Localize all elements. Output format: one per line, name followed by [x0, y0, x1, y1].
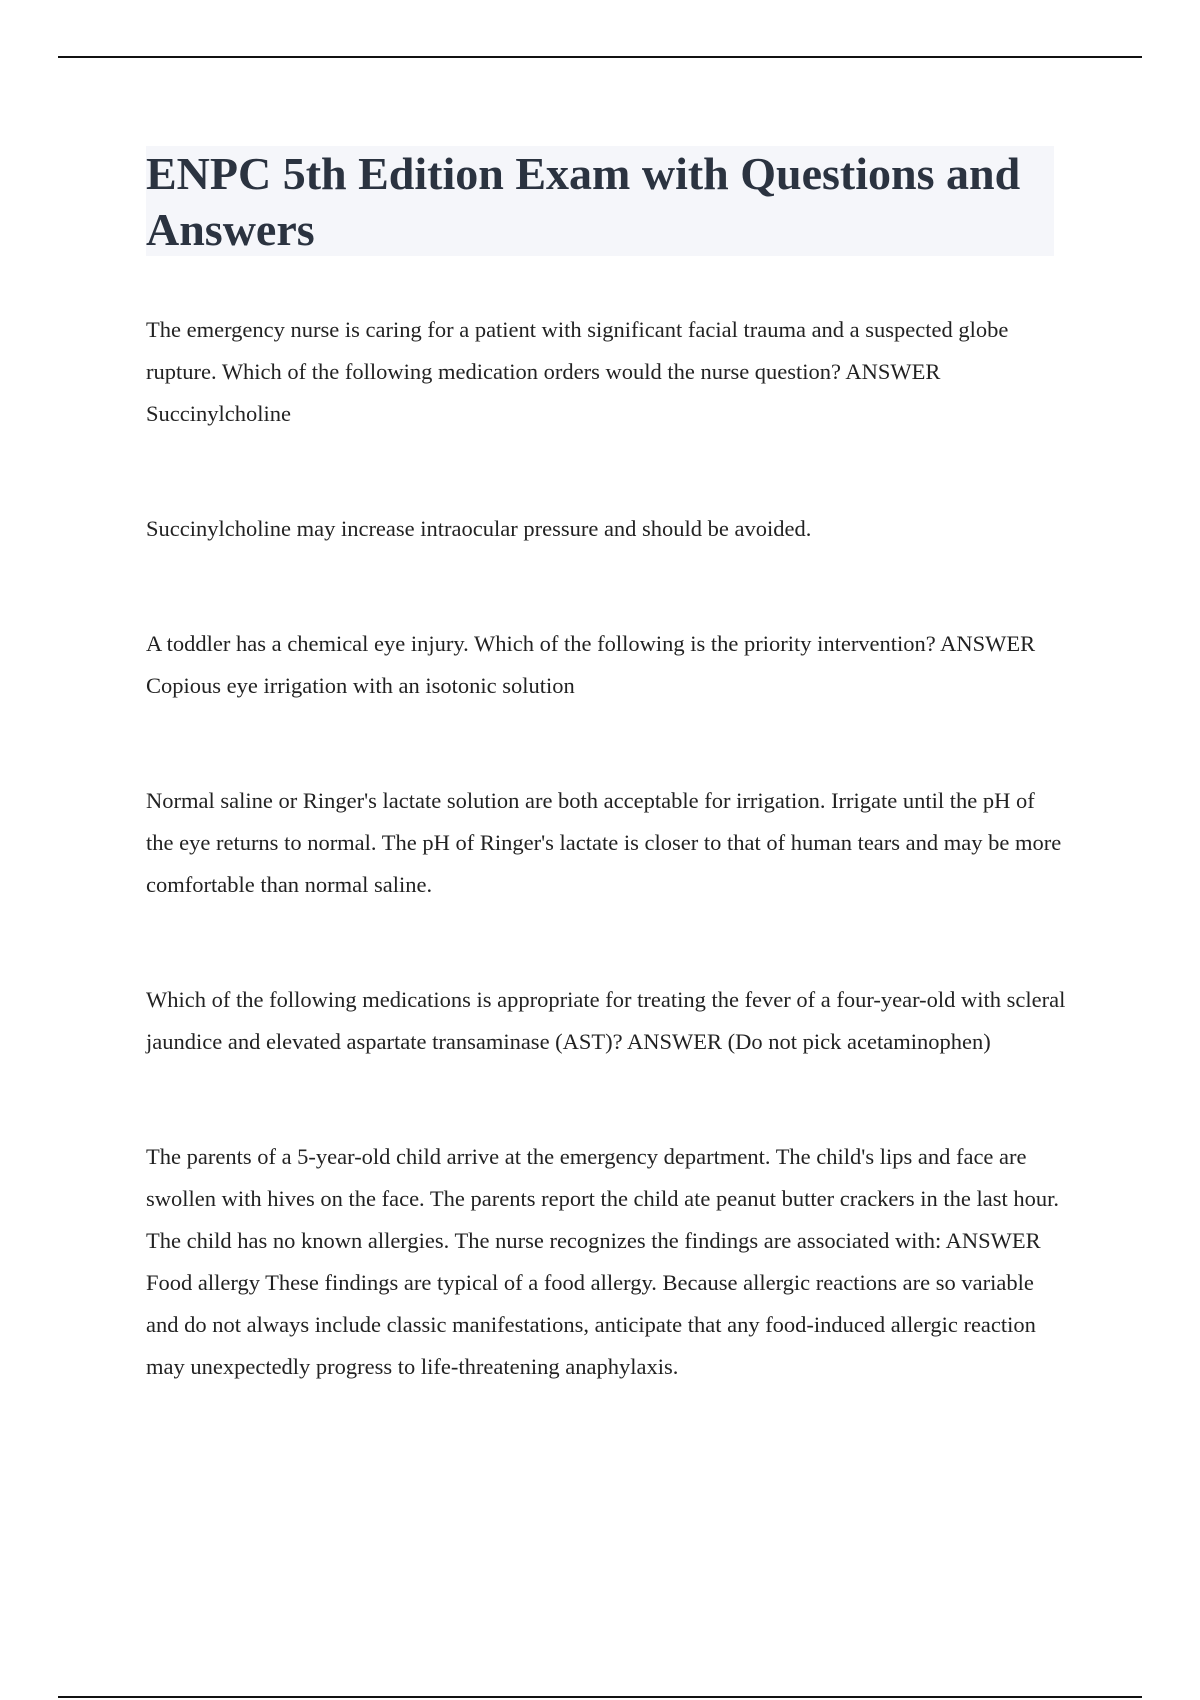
question-paragraph-4: The parents of a 5-year-old child arrive at the emergency department. The child's lips and face are swollen with hives on the face. The parents report the child ate peanut butter crackers in the last hour. The child has no known allergies. The nurse recognizes the findings are associated with: ANSWER Food allergy These findings are typical of a food allergy. Because allergic reactions are so variable and do not always include classic manifestations, anticipate that any food-induced allergic reaction may unexpectedly progress to life-threatening anaphylaxis. — [146, 1144, 1060, 1379]
footer-rule — [58, 1696, 1142, 1698]
rationale-paragraph-2: Normal saline or Ringer's lactate solution are both acceptable for irrigation. Irrigate until the pH of the eye returns to normal. The pH of Ringer's lactate is closer to that of human tears and may be more comfortable than normal saline. — [146, 788, 1062, 897]
question-paragraph-1: The emergency nurse is caring for a patient with significant facial trauma and a suspected globe rupture. Which of the following medication orders would the nurse question? ANSWER Succinylcholine — [146, 317, 1009, 426]
rationale-paragraph-1: Succinylcholine may increase intraocular pressure and should be avoided. — [146, 516, 812, 541]
page-title: ENPC 5th Edition Exam with Questions and Answers — [146, 148, 1021, 255]
document-body — [146, 309, 1066, 1388]
question-paragraph-3: Which of the following medications is appropriate for treating the fever of a four-year-old with scleral jaundice and elevated aspartate transaminase (AST)? ANSWER (Do not pick acetaminophen) — [146, 987, 1066, 1054]
question-paragraph-2: A toddler has a chemical eye injury. Which of the following is the priority intervention? ANSWER Copious eye irrigation with an isotonic solution — [146, 631, 1036, 698]
header-rule — [58, 56, 1142, 58]
